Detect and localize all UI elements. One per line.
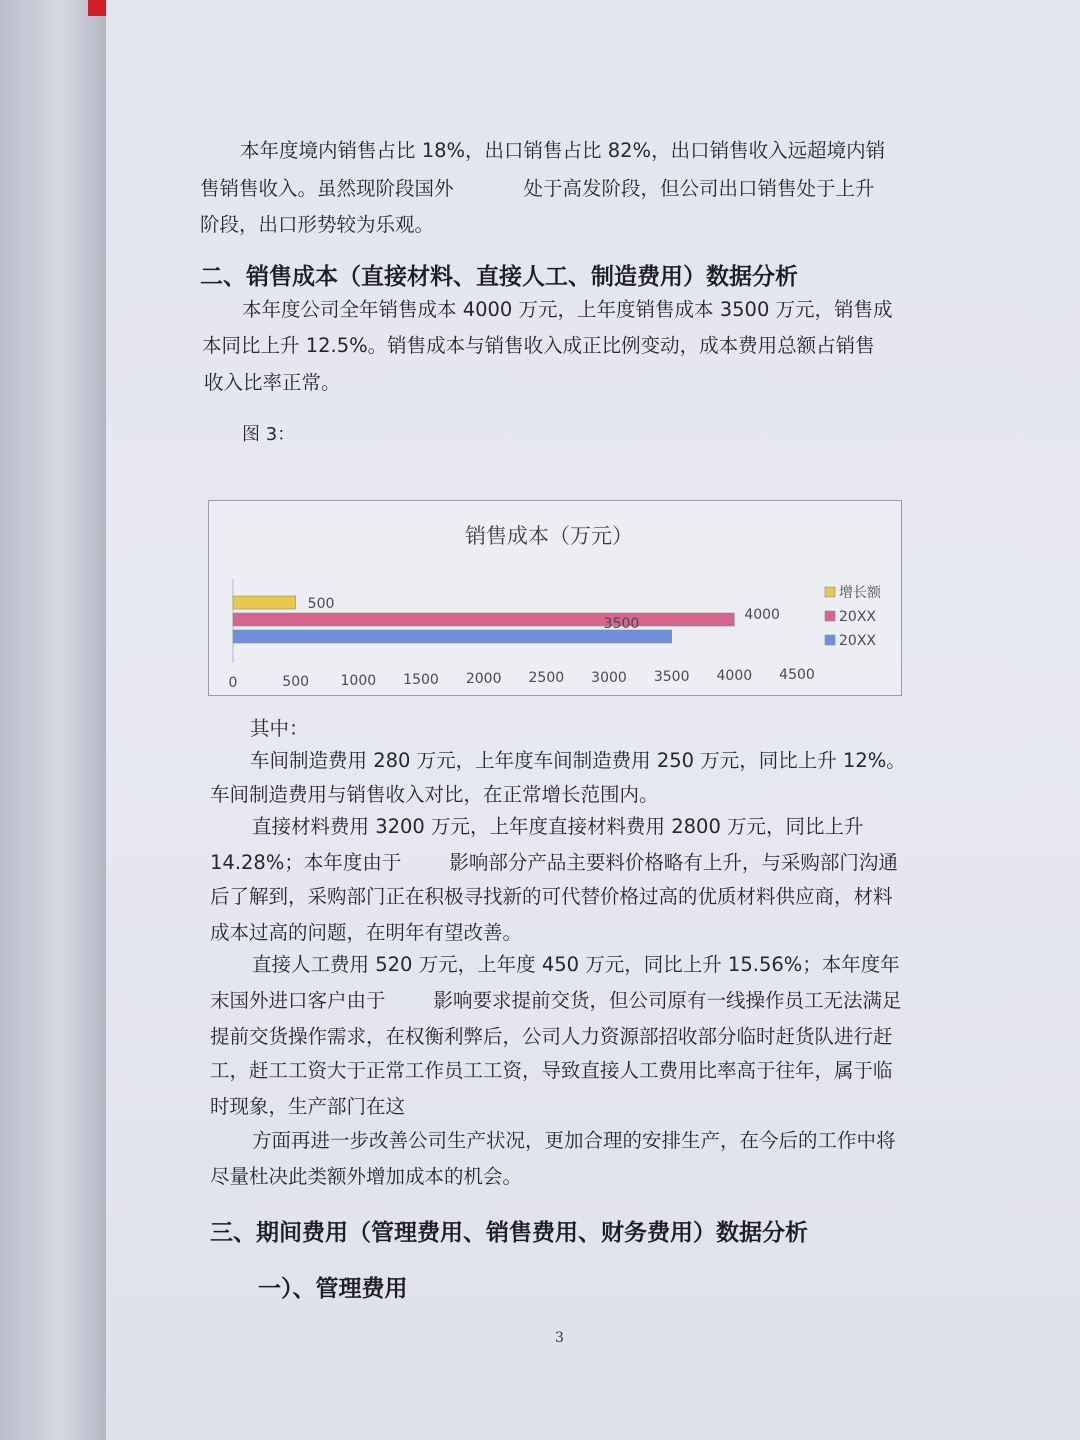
p4-line-4: 成本过高的问题，在明年有望改善。	[210, 921, 523, 944]
bar-label-0: 500	[307, 596, 335, 612]
p1-line-2b: 处于高发阶段，但公司出口销售处于上升	[523, 177, 875, 200]
binder-ribbon	[88, 0, 106, 16]
section-heading-3: 三、期间费用（管理费用、销售费用、财务费用）数据分析	[210, 1220, 808, 1246]
binder-edge	[0, 0, 112, 1440]
p1-line-2a: 售销售收入。虽然现阶段国外	[200, 177, 454, 200]
x-tick-4500: 4500	[779, 667, 815, 683]
x-tick-500: 500	[282, 674, 310, 690]
p2-line-1: 本年度公司全年销售成本 4000 万元，上年度销售成本 3500 万元，销售成	[242, 298, 893, 321]
chart-bars	[233, 596, 780, 643]
p1-line-3: 阶段，出口形势较为乐观。	[200, 213, 435, 236]
x-tick-4000: 4000	[716, 668, 753, 684]
x-tick-1000: 1000	[340, 673, 377, 689]
legend-label-1: 20XX	[839, 609, 876, 625]
bar-0	[233, 596, 296, 609]
figure-label: 图 3：	[242, 424, 296, 445]
x-tick-0: 0	[228, 675, 238, 691]
chart-title: 销售成本（万元）	[465, 524, 633, 548]
legend-label-2: 20XX	[839, 633, 876, 649]
p4-line-2	[210, 850, 898, 876]
p3-line-2: 车间制造费用与销售收入对比，在正常增长范围内。	[210, 783, 659, 806]
p4-line-3: 后了解到，采购部门正在积极寻找新的可代替价格过高的优质材料供应商，材料	[210, 885, 893, 908]
p5-line-1: 直接人工费用 520 万元，上年度 450 万元，同比上升 15.56%；本年度年	[252, 953, 900, 976]
x-tick-2500: 2500	[528, 670, 565, 686]
page-number: 3	[555, 1330, 564, 1346]
legend-swatch-1	[825, 611, 835, 621]
p4-line-1: 直接材料费用 3200 万元，上年度直接材料费用 2800 万元，同比上升	[252, 815, 864, 838]
p4-line-2b: 影响部分产品主要料价格略有上升，与采购部门沟通	[449, 851, 898, 874]
p5-line-7: 尽量杜决此类额外增加成本的机会。	[210, 1165, 523, 1188]
chart-svg	[209, 501, 901, 695]
legend-label-0: 增长额	[839, 585, 881, 601]
p5-line-3: 提前交货操作需求，在权衡利弊后，公司人力资源部招收部分临时赶货队进行赶	[210, 1025, 893, 1048]
p1-line-2	[200, 176, 875, 202]
p1-line-1: 本年度境内销售占比 18%，出口销售占比 82%，出口销售收入远超境内销	[240, 139, 886, 162]
bar-1	[233, 613, 734, 626]
p4-line-2a: 14.28%；本年度由于	[210, 851, 402, 874]
x-tick-3500: 3500	[653, 669, 690, 685]
p5-line-5: 时现象，生产部门在这	[210, 1095, 406, 1118]
qizhong-label: 其中：	[250, 717, 309, 740]
p5-line-2b: 影响要求提前交货，但公司原有一线操作员工无法满足	[433, 989, 902, 1012]
subsection-heading-management: 一）、管理费用	[258, 1276, 408, 1302]
p5-line-2a: 末国外进口客户由于	[210, 989, 386, 1012]
x-tick-2000: 2000	[465, 671, 502, 687]
section-heading-2: 二、销售成本（直接材料、直接人工、制造费用）数据分析	[200, 264, 798, 290]
bar-label-2: 3500	[603, 616, 640, 632]
p5-line-6: 方面再进一步改善公司生产状况，更加合理的安排生产，在今后的工作中将	[252, 1129, 896, 1152]
p2-line-3: 收入比率正常。	[204, 371, 341, 394]
chart-legend	[825, 584, 882, 649]
legend-swatch-2	[825, 635, 835, 645]
p5-line-2	[210, 988, 902, 1014]
p2-line-2: 本同比上升 12.5%。销售成本与销售收入成正比例变动，成本费用总额占销售	[202, 334, 875, 357]
chart-x-ticks	[229, 667, 815, 691]
p3-line-1: 车间制造费用 280 万元，上年度车间制造费用 250 万元，同比上升 12%。	[250, 749, 906, 772]
legend-swatch-0	[825, 587, 835, 597]
sales-cost-chart	[208, 500, 902, 696]
p5-line-4: 工，赶工工资大于正常工作员工工资，导致直接人工费用比率高于往年，属于临	[210, 1059, 893, 1082]
bar-label-1: 4000	[744, 607, 780, 623]
x-tick-1500: 1500	[403, 672, 439, 688]
x-tick-3000: 3000	[591, 670, 627, 686]
